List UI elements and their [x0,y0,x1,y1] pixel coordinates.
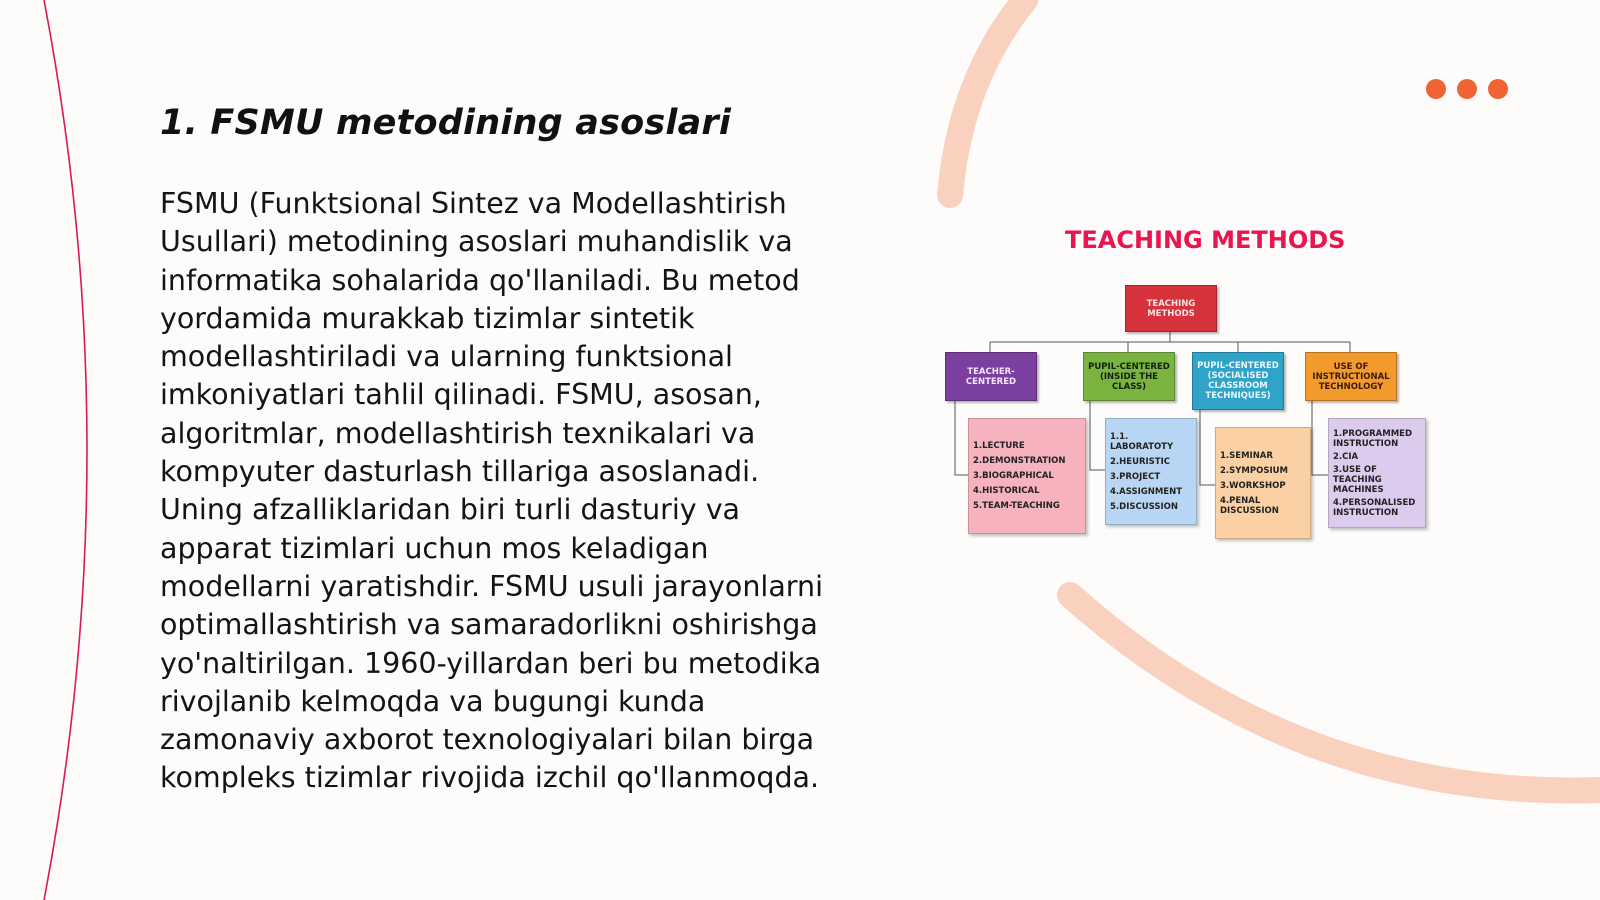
list-item: 4.HISTORICAL [973,486,1040,496]
category-pupil-centered-inside: PUPIL-CENTERED (INSIDE THE CLASS) [1083,352,1175,401]
list-item: 5.DISCUSSION [1110,501,1178,512]
list-item: 2.DEMONSTRATION [973,456,1066,466]
lower-arc [1070,595,1600,790]
list-item: 1.SEMINAR [1220,450,1273,461]
category-pupil-centered-socialised: PUPIL-CENTERED (SOCIALISED CLASSROOM TECHNIQUES) [1192,352,1284,410]
list-item: 1.LECTURE [973,441,1025,451]
category-instructional-technology: USE OF INSTRUCTIONAL TECHNOLOGY [1305,352,1397,401]
list-item: 4.PERSONALISED INSTRUCTION [1333,497,1416,518]
category-teacher-centered: TEACHER- CENTERED [945,352,1037,401]
slide-body-text: FSMU (Funktsional Sintez va Modellashtirish Usullari) metodining asoslari muhandislik va informatika sohalarida qo'llaniladi. Bu metod yordamida murakkab tizimlar sintetik modellashtiriladi va ularning funktsional imkoniyatlari tahlil qilinadi. FSMU, asosan, algoritmlar, modellashtirish texnikalari va kompyuter dasturlash tillariga asoslanadi. Uning afzalliklaridan biri turli dasturiy va apparat tizimlari uchun mos keladigan modellarni yaratishdir. FSMU usuli jarayonlarni optimallashtirish va samaradorlikni oshirishga yo'naltirilgan. 1960-yillardan beri bu metodika rivojlanib kelmoqda va bugungi kunda zamonaviy axborot texnologiyalari bilan birga kompleks tizimlar rivojida izchil qo'llanmoqda. [160,187,824,795]
slide-menu-dots [1426,79,1508,99]
list-item: 2.CIA [1333,451,1359,462]
list-item: 1.PROGRAMMED INSTRUCTION [1333,428,1413,449]
list-item: 3.BIOGRAPHICAL [973,471,1054,481]
teaching-methods-figure [950,220,1480,560]
list-item: 3.WORKSHOP [1220,480,1286,491]
list-item: 1.1. LABORATOTY [1110,431,1174,452]
dot [1488,79,1508,99]
upper-arc [950,0,1025,195]
list-item: 3.USE OF TEACHING MACHINES [1333,464,1384,495]
list-item: 4.ASSIGNMENT [1110,486,1183,497]
root-node: TEACHING METHODS [1125,285,1217,332]
list-pupil-centered-socialised [1215,427,1311,539]
list-pupil-centered-inside [1105,418,1197,525]
list-teacher-centered [968,418,1086,534]
dot [1457,79,1477,99]
list-item: 3.PROJECT [1110,471,1161,482]
list-item: 4.PENAL DISCUSSION [1220,495,1279,516]
figure-title: TEACHING METHODS [1065,226,1346,254]
list-item: 2.HEURISTIC [1110,456,1170,467]
left-curved-line [44,0,87,900]
slide-title: 1. FSMU metodining asoslari [160,103,732,143]
list-item: 5.TEAM-TEACHING [973,501,1060,511]
list-item: 2.SYMPOSIUM [1220,465,1288,476]
list-instructional-technology [1328,418,1426,528]
dot [1426,79,1446,99]
